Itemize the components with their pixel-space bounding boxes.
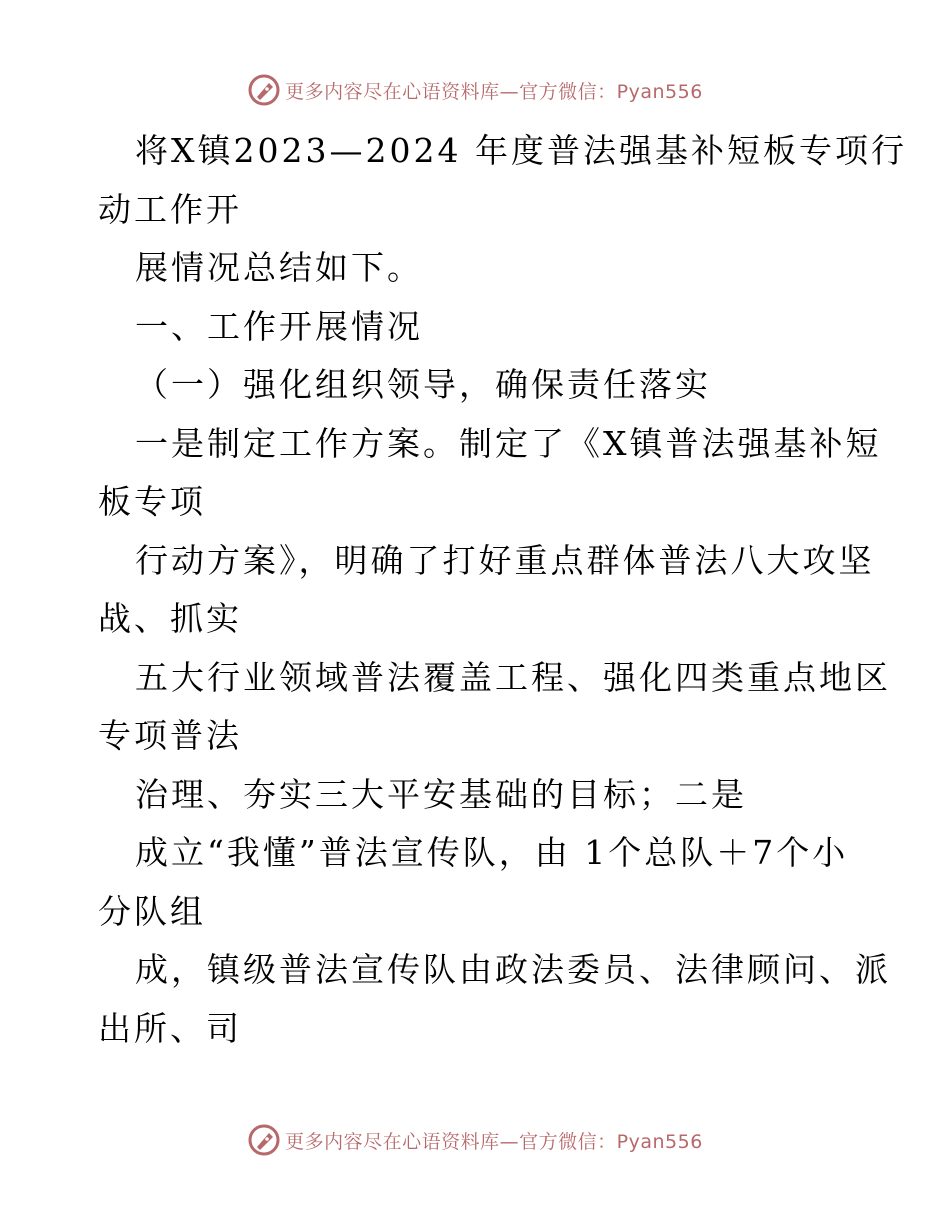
text-line: 展情况总结如下。 xyxy=(135,248,423,287)
text-line: 治理、夯实三大平安基础的目标；二是 xyxy=(135,774,747,814)
text-line: 板专项 xyxy=(98,482,206,521)
text-line: 专项普法 xyxy=(98,716,242,755)
text-line: 将X镇2023—2024 年度普法强基补短板专项行 xyxy=(135,131,907,170)
text-line: 一、工作开展情况 xyxy=(135,306,423,346)
text-line: 出所、司 xyxy=(98,1008,242,1048)
text-line: 分队组 xyxy=(98,891,206,931)
text-line: 行动方案》，明确了打好重点群体普法八大攻坚 xyxy=(135,540,875,580)
watermark-text: 更多内容尽在心语资料库—官方微信：Pyan556 xyxy=(285,1130,703,1153)
text-line: （一）强化组织领导，确保责任落实 xyxy=(135,365,711,404)
text-line: 成立“我懂”普法宣传队，由 1个总队＋7个小 xyxy=(135,833,849,872)
header-watermark xyxy=(0,70,950,110)
watermark-text: 更多内容尽在心语资料库—官方微信：Pyan556 xyxy=(285,80,703,103)
text-line: 五大行业领域普法覆盖工程、强化四类重点地区 xyxy=(135,657,891,697)
text-line: 一是制定工作方案。制定了《X镇普法强基补短 xyxy=(135,423,882,463)
text-line: 成，镇级普法宣传队由政法委员、法律顾问、派 xyxy=(135,950,891,989)
text-line: 战、抓实 xyxy=(98,599,242,638)
pen-nib-logo-icon xyxy=(247,73,281,107)
text-line: 动工作开 xyxy=(98,189,242,229)
document-body xyxy=(98,122,907,1058)
footer-watermark xyxy=(0,1120,950,1160)
pen-nib-logo-icon xyxy=(247,1123,281,1157)
